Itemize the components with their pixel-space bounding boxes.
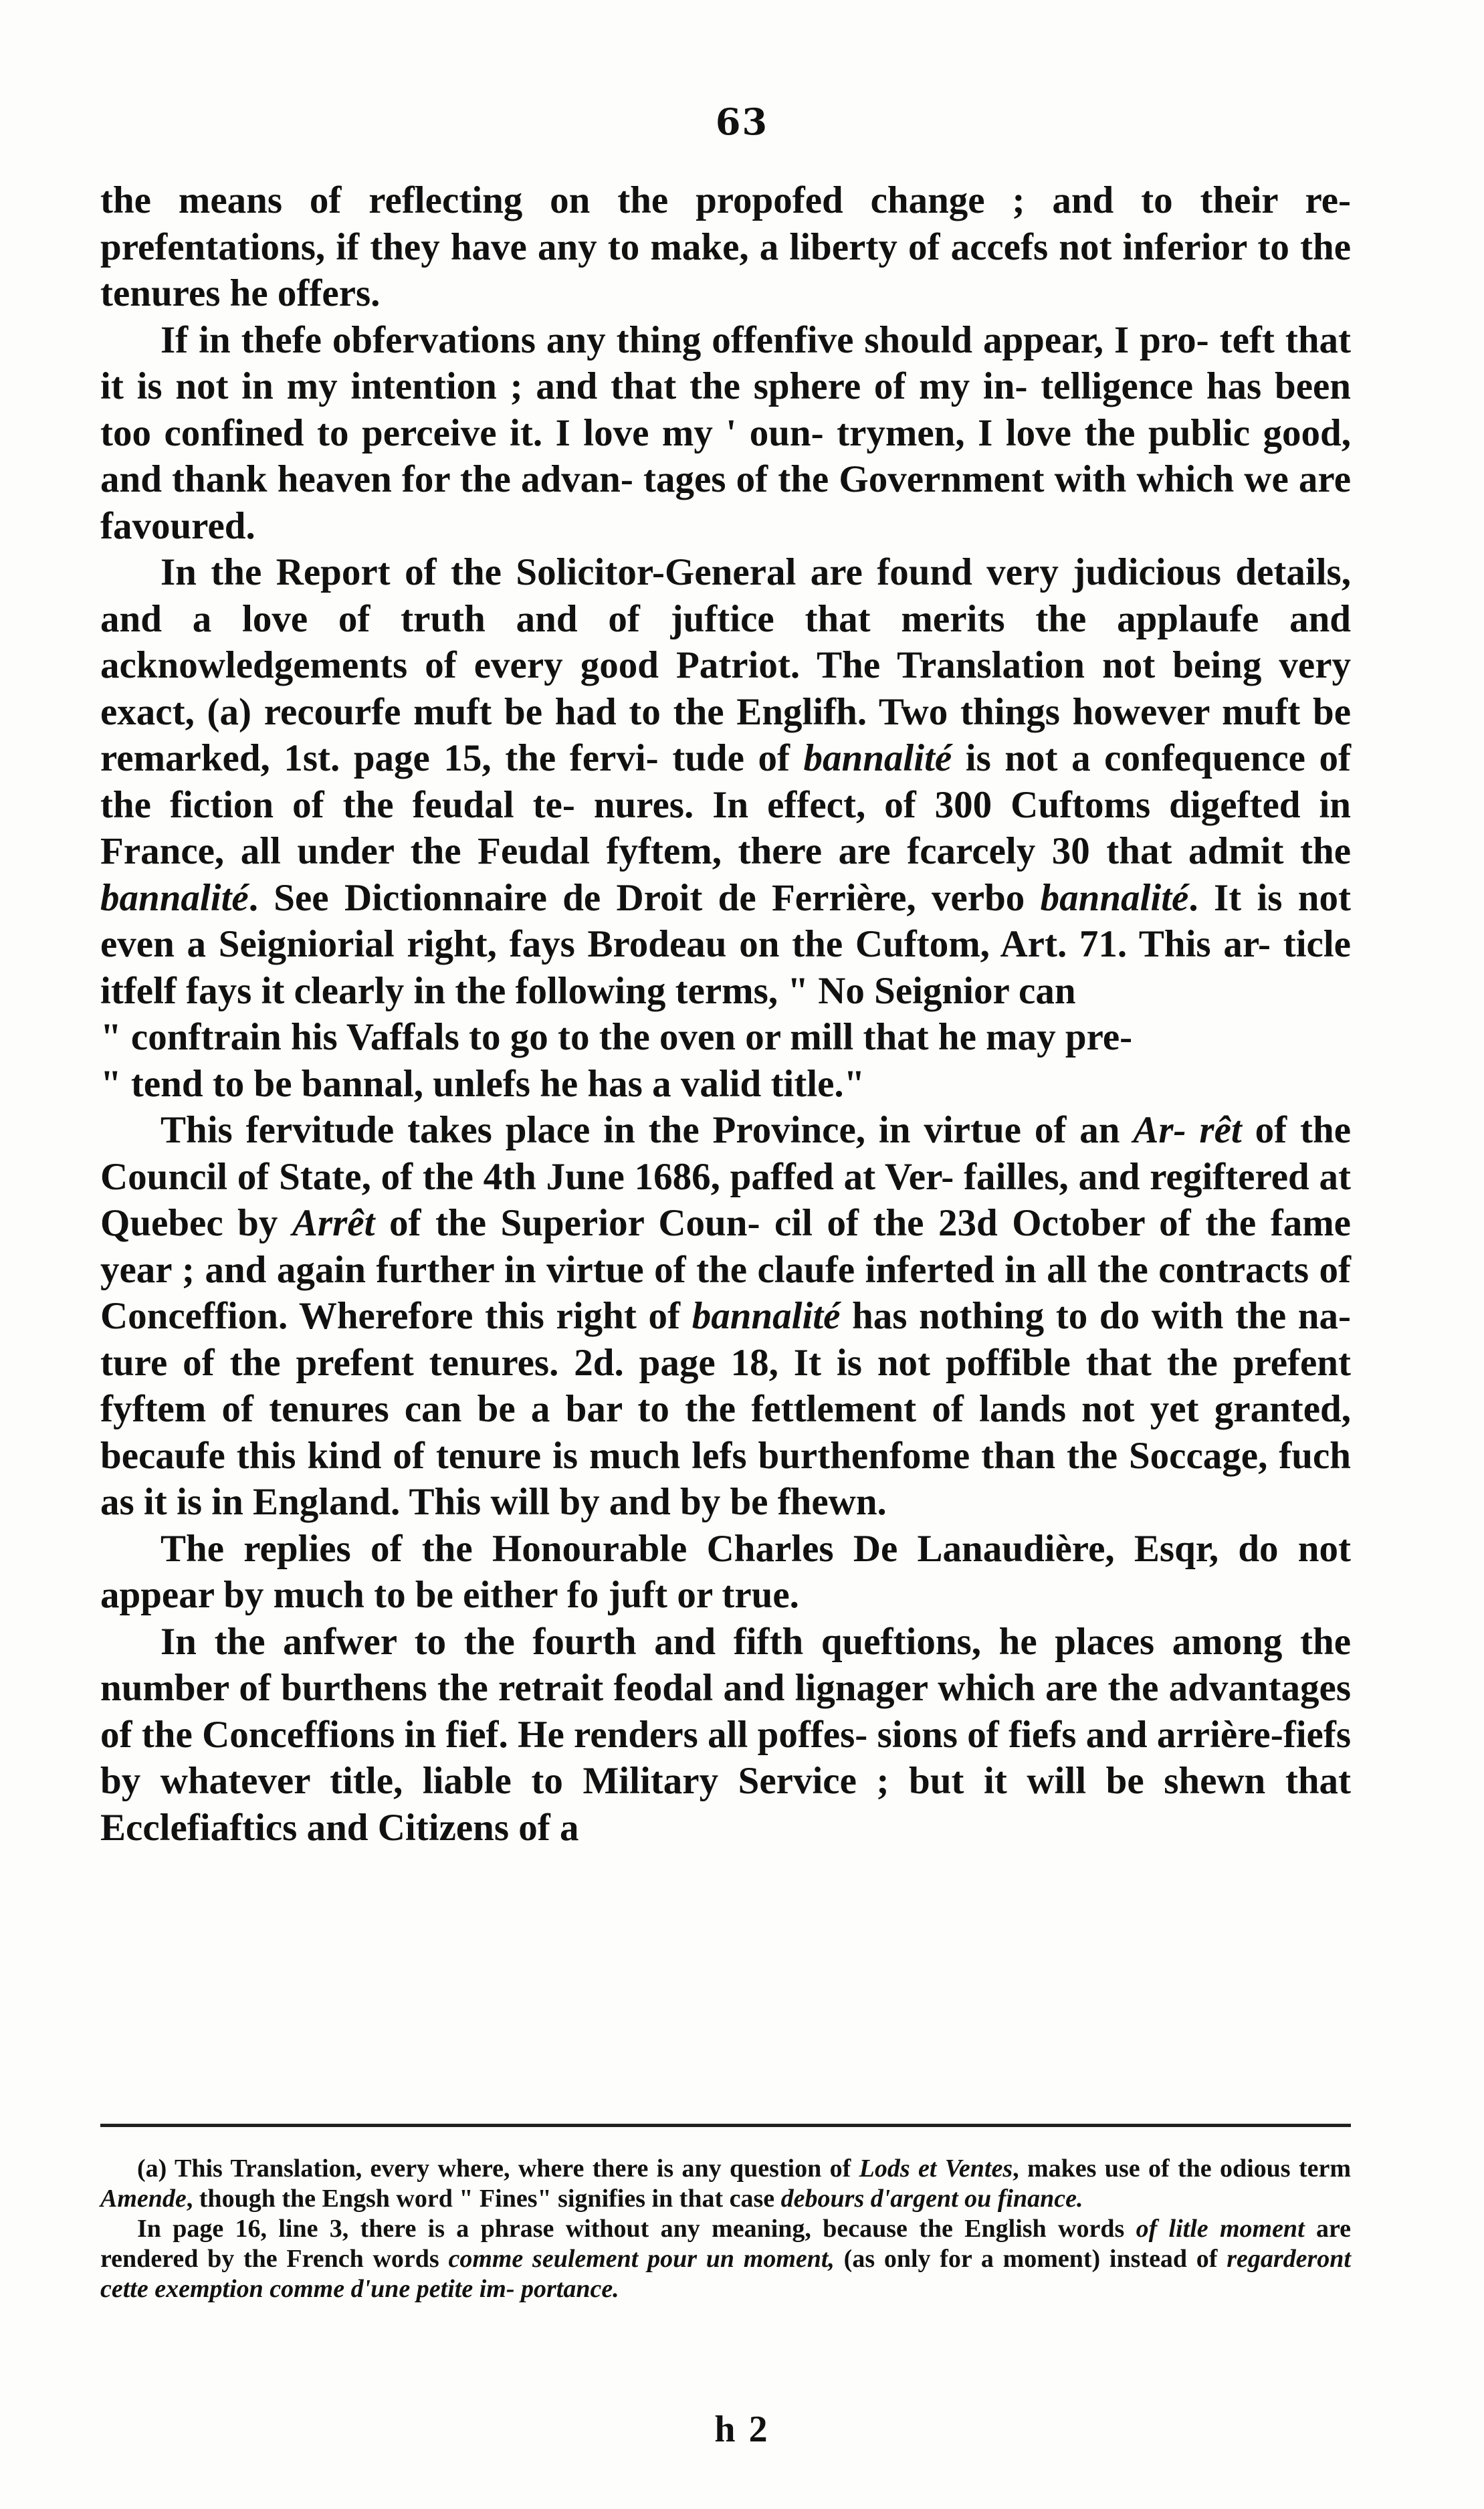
footnote-divider (100, 2124, 1351, 2127)
footnote-a-text: , though the Engsh word " Fines" signifies in that case (186, 2185, 781, 2213)
paragraph-4 (100, 1107, 1351, 1526)
paragraph-6: In the anfwer to the fourth and fifth queftions, he places among the number of burthens the retrait feodal and lignager which are the advantages of the Conceffions in fief. He renders all poffes- sions of fiefs and arrière-fiefs by whatever title, liable to Military Service ; but it will be shewn that Ecclefiaftics and Citizens of a (100, 1620, 1351, 1849)
footnote-a-text: (a) This Translation, every where, where there is any question of (137, 2154, 859, 2183)
footnote-a-italic: Amende (100, 2185, 187, 2213)
bannalite-term: bannalité (1040, 876, 1189, 919)
footnote-b-italic: of litle moment (1136, 2215, 1305, 2243)
footnote-b-italic: regarderont cette exemption comme d'une petite im- portance. (100, 2245, 1351, 2303)
footnote-b-text: are rendered by the French words (100, 2215, 1351, 2273)
paragraph-3-part-1: In the Report of the Solicitor-General are found very judicious details, and a love of truth and of juftice that merits the applaufe and acknowledgements of every good Patriot. The Translation not being very exact, (a) recourfe muft be had to the Englifh. Two things however muft be remarked, 1st. page 15, the fervi- tude of (100, 551, 1351, 779)
paragraph-4-part-2: of the Council of State, of the 4th June 1686, paffed at Ver- failles, and regiftered at Quebec by (100, 1109, 1352, 1244)
footnote-b-italic: comme seulement pour un moment, (448, 2245, 835, 2273)
footnote-a-text: , makes use of the odious term (1013, 2154, 1352, 2183)
quote-line-1: " conftrain his Vaffals to go to the oven or mill that he may pre- (100, 1016, 1133, 1058)
arret-term: Arrêt (292, 1202, 375, 1244)
signature-mark: h 2 (714, 2409, 770, 2450)
bannalite-term: bannalité (100, 876, 249, 919)
body-text (100, 177, 1351, 1851)
arret-term: Ar- rêt (1133, 1109, 1242, 1151)
footnote-a (100, 2154, 1351, 2214)
footnote-b-text: (as only for a moment) instead of (834, 2245, 1227, 2273)
paragraph-3-part-2: is not a confequence of the fiction of the feudal te- nures. In effect, of 300 Cuftoms digefted in France, all under the Feudal fyftem, there are fcarcely 30 that admit the (100, 737, 1351, 872)
paragraph-5: The replies of the Honourable Charles De Lanaudière, Esqr, do not appear by much to be either fo juft or true. (100, 1527, 1351, 1616)
paragraph-3-part-4: . It is not even a Seigniorial right, fays Brodeau on the Cuftom, Art. 71. This ar- ticle itfelf fays it clearly in the following terms, " No Seignior can (100, 876, 1351, 1012)
footnote-b (100, 2214, 1351, 2304)
bannalite-term: bannalité (803, 737, 952, 779)
quote-line-2: " tend to be bannal, unlefs he has a valid title." (100, 1062, 865, 1105)
paragraph-2: If in thefe obfervations any thing offenfive should appear, I pro- teft that it is not in my intention ; and that the sphere of my in- telligence has been too confined to perceive it. I love my ' oun- trymen, I love the public good, and thank heaven for the advan- tages of the Government with which we are favoured. (100, 318, 1351, 547)
page-number: 63 (715, 100, 769, 143)
bannalite-term: bannalité (692, 1295, 841, 1337)
paragraph-4-part-1: This fervitude takes place in the Province, in virtue of an (161, 1109, 1134, 1151)
footnote-a-italic: debours d'argent ou finance. (780, 2185, 1083, 2213)
paragraph-3-part-3: . See Dictionnaire de Droit de Ferrière, verbo (248, 876, 1041, 919)
paragraph-4-part-4: has nothing to do with the na- ture of the prefent tenures. 2d. page 18, It is not poffible that the prefent fyftem of tenures can be a bar to the fettlement of lands not yet granted, becaufe this kind of tenure is much lefs burthenfome than the Soccage, fuch as it is in England. This will by and by be fhewn. (100, 1295, 1351, 1523)
paragraph-3 (100, 549, 1351, 1014)
paragraph-1: the means of reflecting on the propofed change ; and to their re- prefentations, if they have any to make, a liberty of accefs not inferior to the tenures he offers. (100, 179, 1351, 314)
footnote-b-text: In page 16, line 3, there is a phrase without any meaning, because the English words (137, 2215, 1136, 2243)
footnote-a-italic: Lods et Ventes (859, 2154, 1013, 2183)
footnotes (100, 2154, 1351, 2304)
paragraph-4-part-3: of the Superior Coun- cil of the 23d October of the fame year ; and again further in virtue of the claufe inferted in all the contracts of Conceffion. Wherefore this right of (100, 1202, 1351, 1337)
